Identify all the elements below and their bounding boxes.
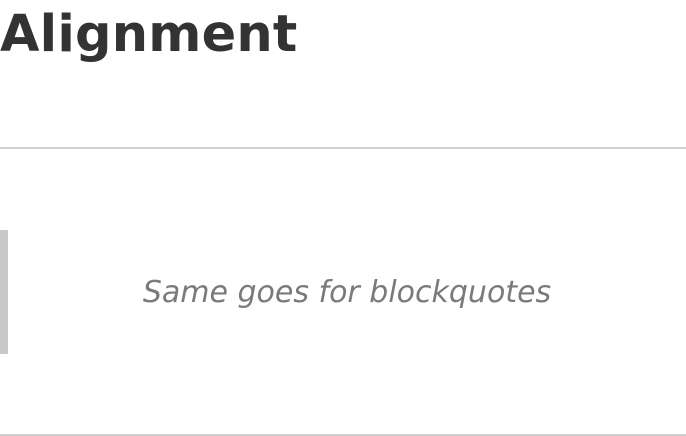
blockquote-text: Same goes for blockquotes [142,274,552,310]
top-divider [0,147,686,149]
centered-blockquote [0,230,686,354]
section-heading: Alignment [0,5,298,64]
